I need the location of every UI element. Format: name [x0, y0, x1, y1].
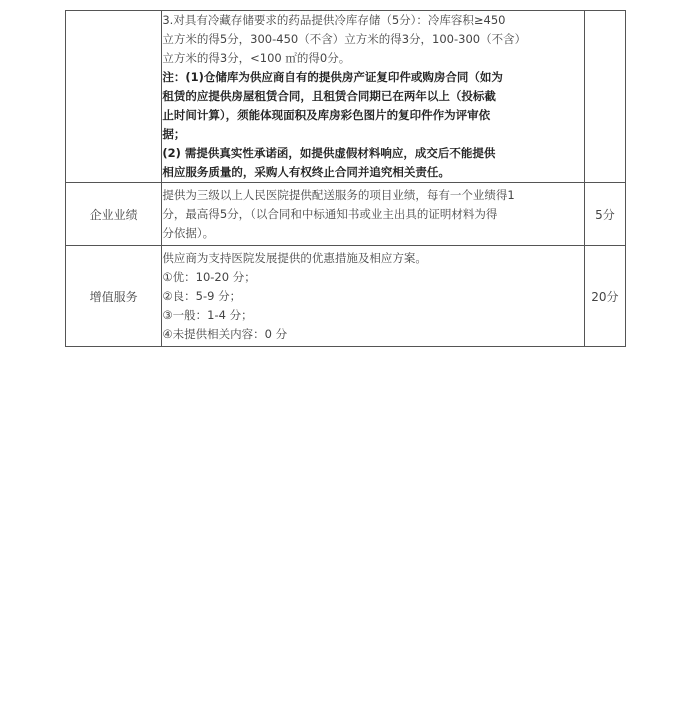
note-line: 据；	[162, 127, 186, 141]
criteria-line: ①优：10-20 分；	[162, 269, 256, 284]
criteria-line: 立方米的得3分，<100 ㎡的得0分。	[162, 51, 351, 65]
note-line: (2) 需提供真实性承诺函，如提供虚假材料响应，成交后不能提供	[162, 146, 496, 160]
score-cell: 5分	[584, 183, 625, 246]
note-line: 止时间计算），须能体现面积及库房彩色图片的复印件作为评审依	[162, 108, 491, 122]
criteria-line: 提供为三级以上人民医院提供配送服务的项目业绩，每有一个业绩得1	[162, 187, 515, 202]
note-line: 注：(1)仓储库为供应商自有的提供房产证复印件或购房合同（如为	[162, 70, 503, 84]
score-cell: 20分	[584, 246, 625, 347]
criteria-line: 立方米的得5分，300-450（不含）立方米的得3分，100-300（不含）	[162, 32, 527, 46]
criteria-cell	[162, 11, 585, 183]
criteria-line: ③一般：1-4 分；	[162, 307, 253, 322]
category-cell: 增值服务	[66, 246, 162, 347]
note-line: 租赁的应提供房屋租赁合同，且租赁合同期已在两年以上（投标截	[162, 89, 496, 103]
category-cell: 企业业绩	[66, 183, 162, 246]
criteria-line: 3.对具有冷藏存储要求的药品提供冷库存储（5分）：冷库容积≥450	[162, 13, 506, 27]
note-line: 相应服务质量的，采购人有权终止合同并追究相关责任。	[162, 165, 450, 179]
criteria-cell	[162, 246, 585, 347]
table-row	[66, 183, 626, 246]
criteria-line: ④未提供相关内容：0 分	[162, 326, 288, 341]
criteria-line: 分依据）。	[162, 225, 215, 240]
criteria-line: 分，最高得5分，（以合同和中标通知书或业主出具的证明材料为得	[162, 206, 498, 221]
criteria-cell	[162, 183, 585, 246]
scoring-table	[65, 10, 626, 347]
score-cell	[584, 11, 625, 183]
criteria-line: ②良：5-9 分；	[162, 288, 242, 303]
category-cell	[66, 11, 162, 183]
criteria-line: 供应商为支持医院发展提供的优惠措施及相应方案。	[162, 250, 427, 265]
table-row	[66, 246, 626, 347]
table-row	[66, 11, 626, 183]
